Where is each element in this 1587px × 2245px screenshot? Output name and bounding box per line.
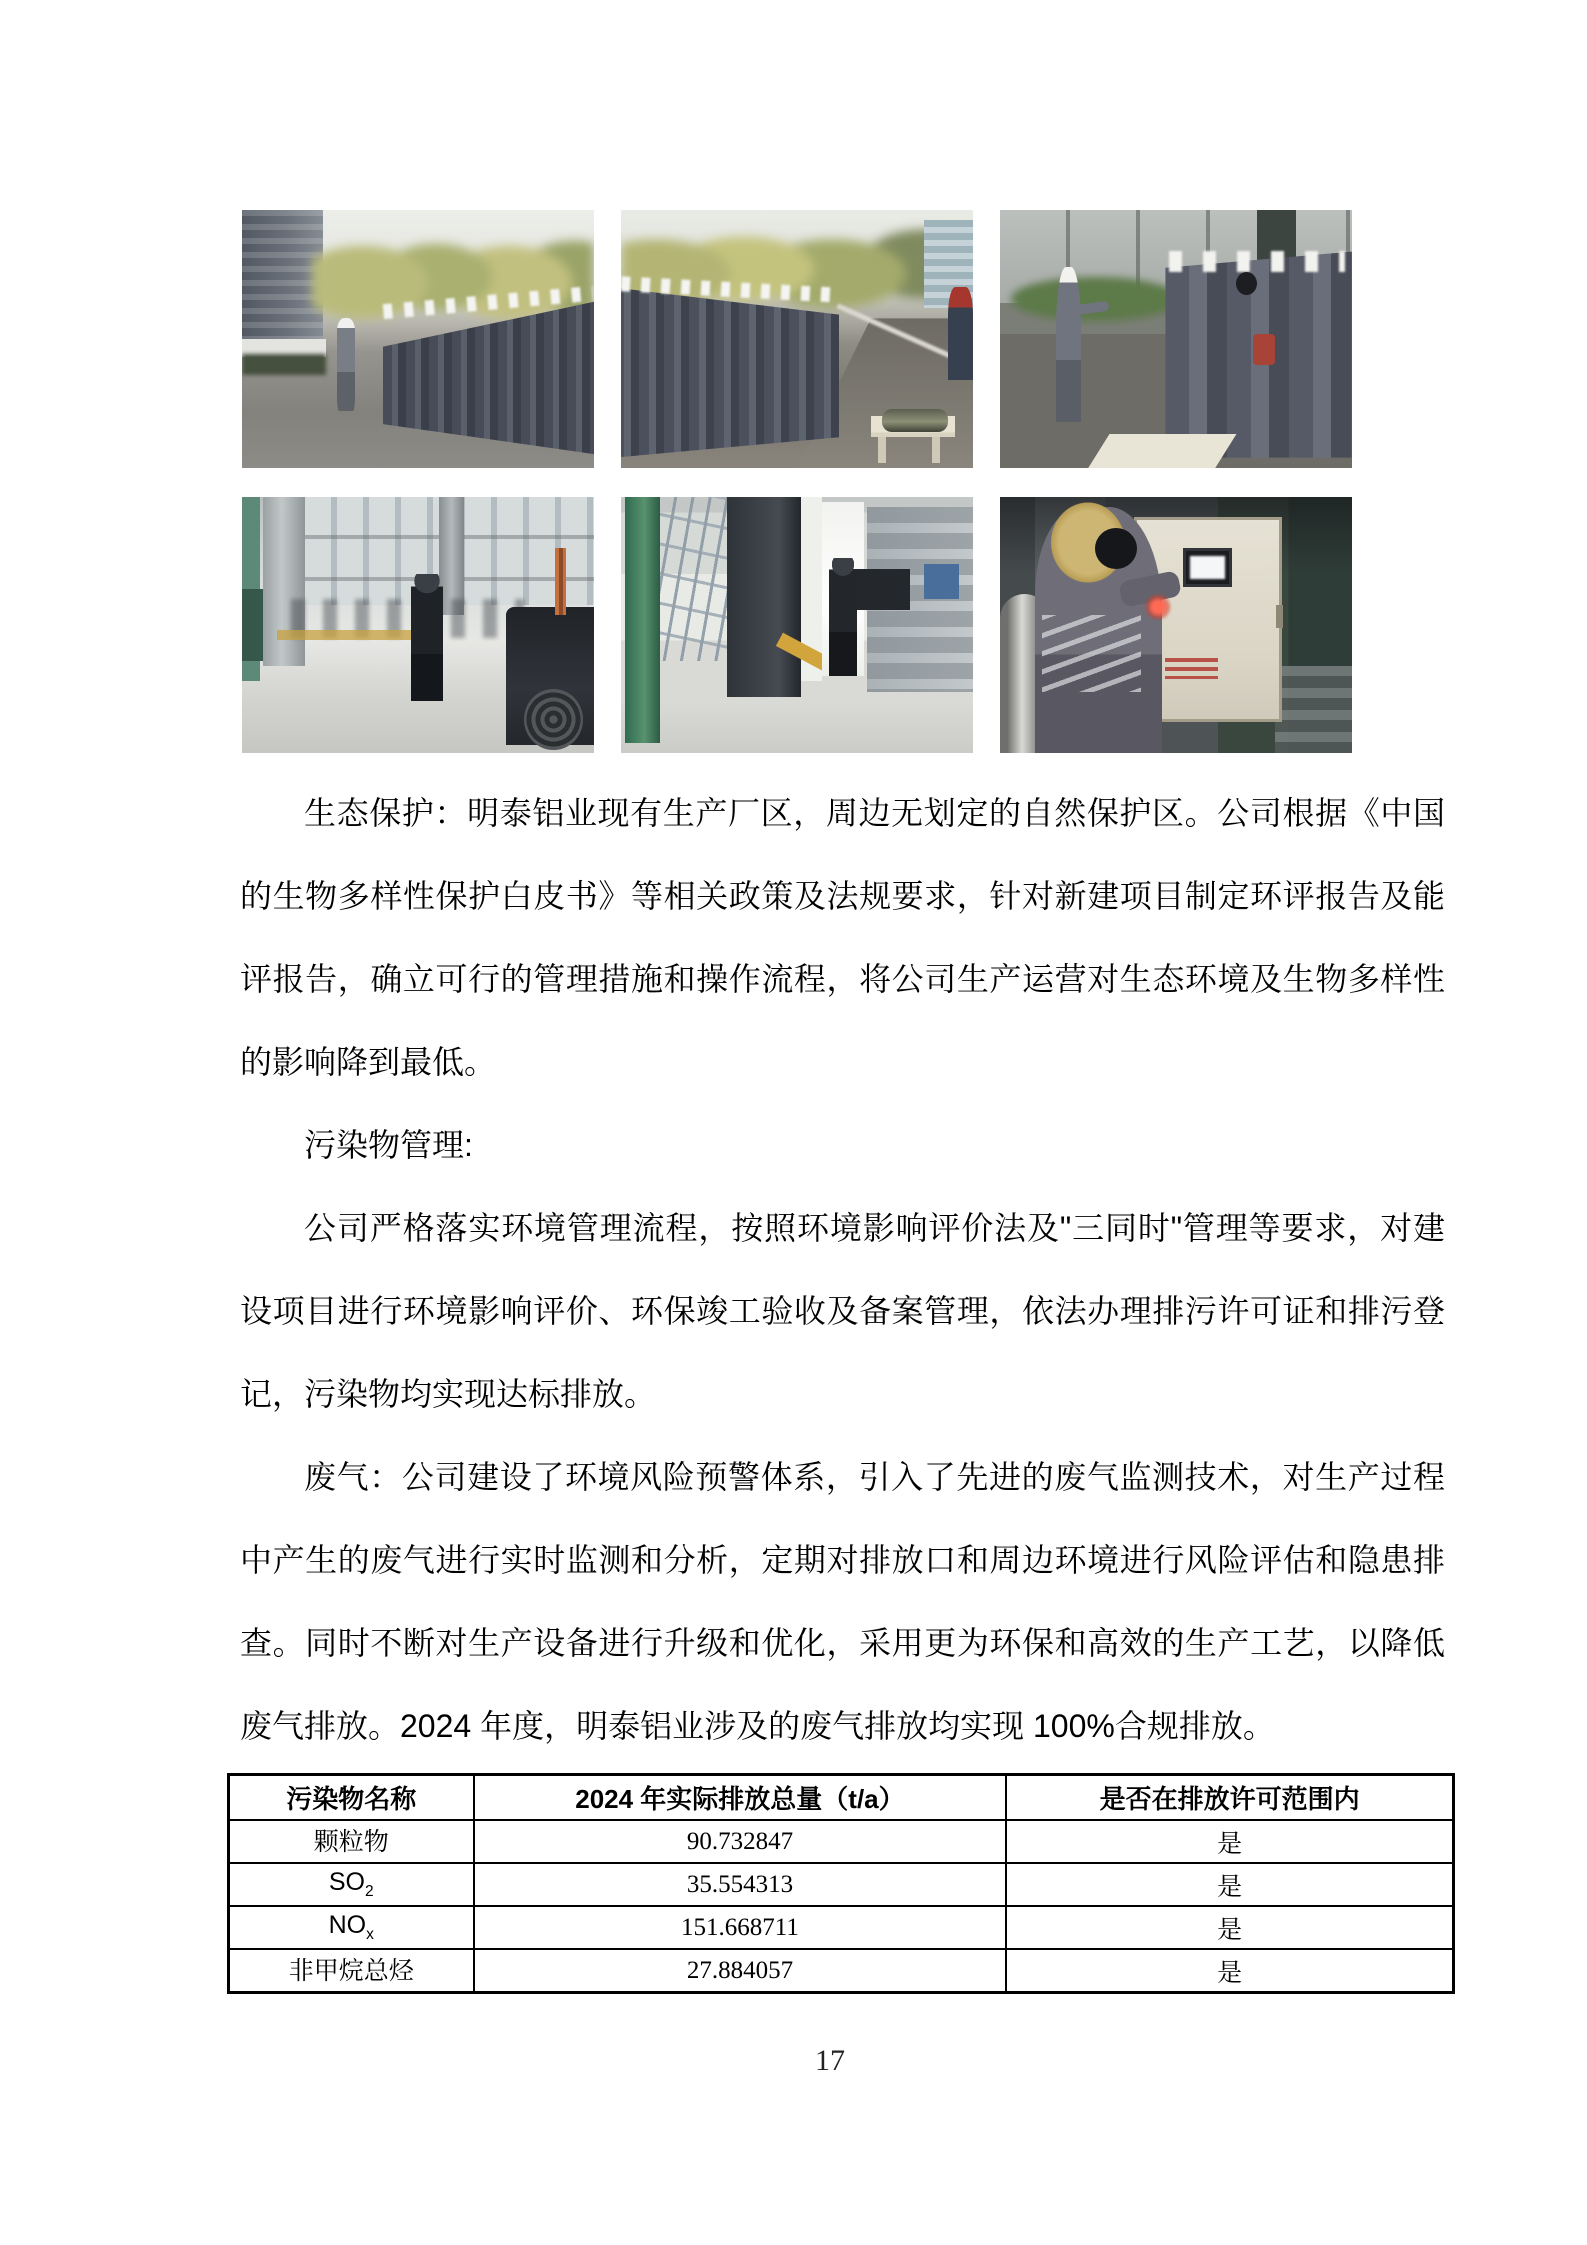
- page-number: 17: [815, 2044, 845, 2077]
- body-text: [240, 772, 1445, 1768]
- photo6-cabinet-hinge: [1276, 605, 1283, 628]
- photo5-walking-worker: [829, 558, 857, 686]
- header-actual-emission-total: 2024 年实际排放总量（t/a）: [474, 1775, 1007, 1821]
- table-row: [229, 1906, 1454, 1949]
- photo3-ground-board: [1088, 434, 1236, 468]
- compliance-cell: 是: [1006, 1906, 1453, 1949]
- photo4-orange-pipes: [555, 548, 566, 615]
- photo4-walking-worker: [411, 574, 443, 712]
- pollutant-name-cell: [229, 1906, 474, 1949]
- pollutant-subscript: 2: [365, 1883, 374, 1900]
- photo2-table-legs: [878, 437, 948, 463]
- table-row: [229, 1820, 1454, 1863]
- pollutant-name: 非甲烷总烃: [288, 1957, 414, 1985]
- paragraph-waste-gas: 废气：公司建设了环境风险预警体系，引入了先进的废气监测技术，对生产过程中产生的废气进行实时监测和分析，定期对排放口和周边环境进行风险评估和隐患排查。同时不断对生产设备进行升级和优化，采用更为环保和高效的生产工艺，以降低废气排放。2024 年度，明泰铝业涉及的废气排放均实现 100%合规排放。: [240, 1459, 1445, 1744]
- photo2-worker-line: [621, 287, 839, 457]
- photo3-red-gear: [1253, 334, 1274, 365]
- compliance-cell: 是: [1006, 1949, 1453, 1993]
- photo-control-cabinet: [1000, 497, 1352, 753]
- photo6-background-shelf: [1275, 666, 1352, 753]
- emissions-table: [227, 1773, 1455, 1994]
- photo-grid: [242, 210, 1352, 753]
- compliance-cell: 是: [1006, 1863, 1453, 1906]
- photo6-red-glow: [1144, 594, 1172, 620]
- emission-amount-cell: 90.732847: [474, 1820, 1007, 1863]
- photo6-reflective-stripes: [1042, 615, 1141, 692]
- photo4-green-cabinet: [242, 589, 263, 661]
- photo3-helmet-row: [1169, 251, 1345, 272]
- photo-roll-call-center: [621, 210, 973, 468]
- photo2-gas-cylinder: [882, 409, 949, 432]
- photo1-worker-line: [383, 300, 594, 455]
- pollutant-name-cell: [229, 1820, 474, 1863]
- photo6-breathing-mask: [1095, 528, 1137, 569]
- photo5-green-pillar: [625, 497, 660, 743]
- photo3-bush: [1011, 277, 1180, 321]
- photo1-leader-figure: [337, 318, 355, 411]
- photo4-pillar-right: [439, 497, 464, 615]
- photo-workshop-walk-left: [242, 497, 594, 753]
- photo6-red-labels: [1165, 658, 1218, 678]
- header-within-permit: 是否在排放许可范围内: [1006, 1775, 1453, 1821]
- pollutant-name-cell: [229, 1949, 474, 1993]
- emission-amount-cell: 27.884057: [474, 1949, 1007, 1993]
- header-pollutant-name: 污染物名称: [229, 1775, 474, 1821]
- paragraph-environmental-compliance: 公司严格落实环境管理流程，按照环境影响评价法及"三同时"管理等要求，对建设项目进行环境影响评价、环保竣工验收及备案管理，依法办理排污许可证和排污登记，污染物均实现达标排放。: [240, 1210, 1445, 1412]
- paragraph-ecological-protection: 生态保护：明泰铝业现有生产厂区，周边无划定的自然保护区。公司根据《中国的生物多样性保护白皮书》等相关政策及法规要求，针对新建项目制定环评报告及能评报告，确立可行的管理措施和操作流程，将公司生产运营对生态环境及生物多样性的影响降到最低。: [240, 795, 1445, 1080]
- table-header-row: [229, 1775, 1454, 1821]
- photo6-screen-glow: [1190, 556, 1225, 579]
- table-row: [229, 1863, 1454, 1906]
- photo4-pillar: [263, 497, 305, 666]
- photo1-building: [242, 210, 323, 354]
- emission-amount-cell: 151.668711: [474, 1906, 1007, 1949]
- photo3-instructor-figure: [1056, 267, 1081, 422]
- pollutant-subscript: x: [366, 1926, 374, 1943]
- pollutant-name: 颗粒物: [313, 1828, 389, 1856]
- photo-instructor-briefing: [1000, 210, 1352, 468]
- table-row: [229, 1949, 1454, 1993]
- photo1-hedge: [242, 354, 326, 375]
- photo-roll-call-left: [242, 210, 594, 468]
- photo5-dark-equipment: [853, 569, 909, 610]
- photo5-blue-crate: [924, 564, 959, 600]
- compliance-cell: 是: [1006, 1820, 1453, 1863]
- photo5-dark-wall: [727, 497, 801, 697]
- photo5-scaffolding: [660, 497, 730, 661]
- pollutant-name: SO: [328, 1868, 365, 1896]
- photo-workshop-doorway: [621, 497, 973, 753]
- pollutant-name: NO: [328, 1911, 367, 1939]
- paragraph-pollutant-management-heading: 污染物管理:: [304, 1127, 473, 1163]
- photo2-red-capped-person: [948, 287, 973, 380]
- emission-amount-cell: 35.554313: [474, 1863, 1007, 1906]
- photo3-breathing-mask: [1236, 272, 1257, 295]
- pollutant-name-cell: [229, 1863, 474, 1906]
